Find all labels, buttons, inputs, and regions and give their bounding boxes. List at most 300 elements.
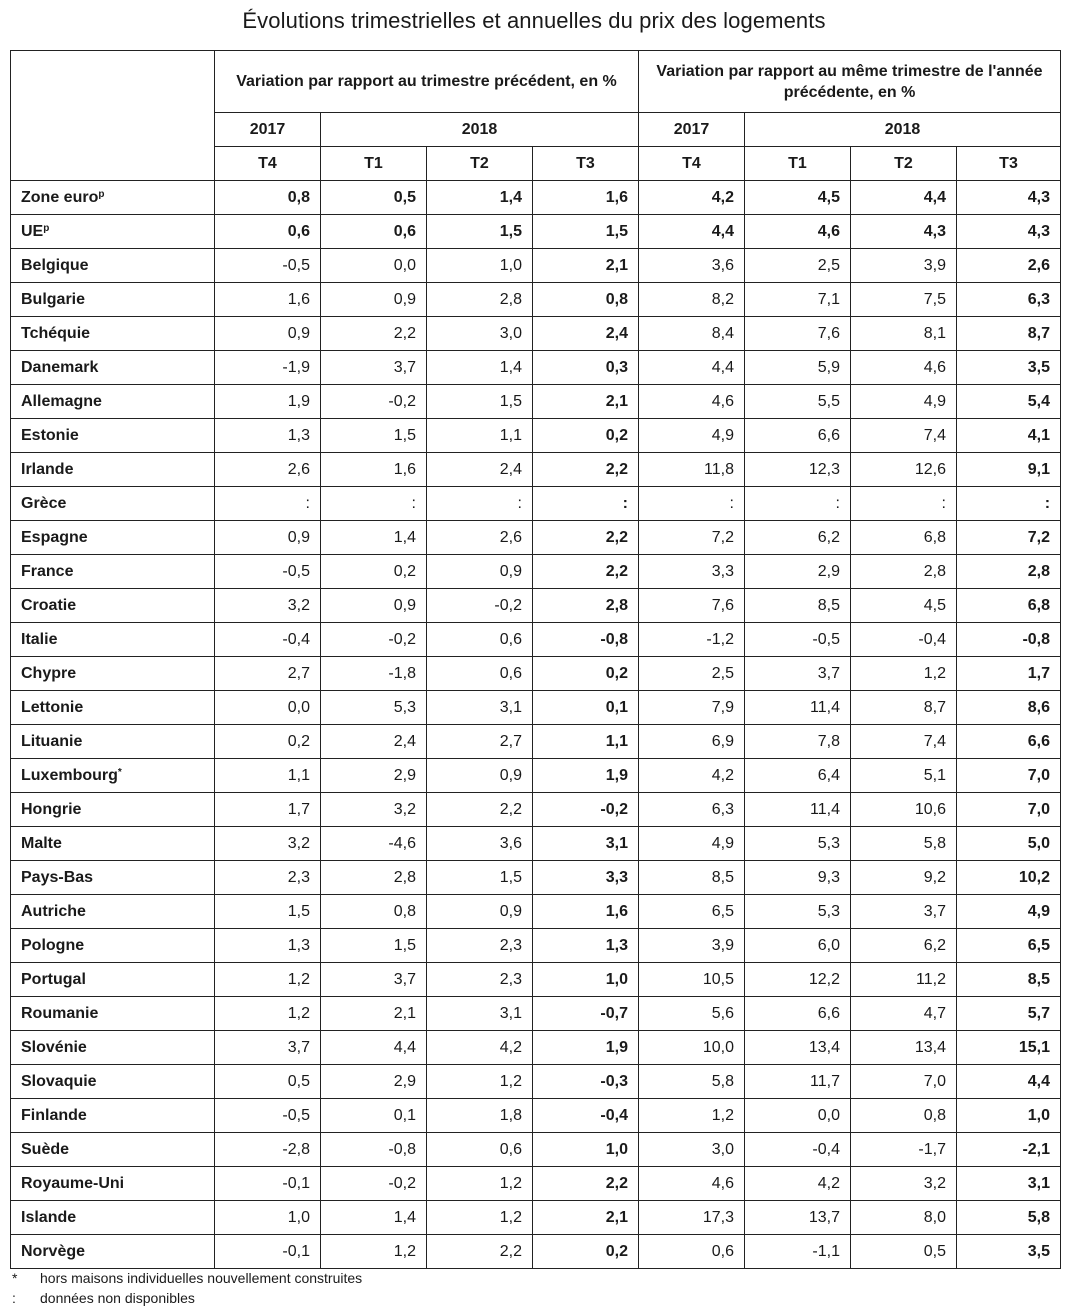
value-cell: 7,2 [639,521,745,555]
value-cell: 3,7 [321,963,427,997]
value-cell: 2,3 [427,963,533,997]
value-cell: 2,9 [321,759,427,793]
value-cell: -0,2 [427,589,533,623]
value-cell: 2,9 [321,1065,427,1099]
value-cell: 12,6 [851,453,957,487]
value-cell: 3,7 [215,1031,321,1065]
country-cell [11,351,215,385]
table-row [11,1167,1061,1201]
table-row [11,1065,1061,1099]
country-cell [11,283,215,317]
value-cell: 15,1 [957,1031,1061,1065]
value-cell: 2,8 [533,589,639,623]
header-quarter: T2 [851,147,957,181]
value-cell: : [427,487,533,521]
footnote-text: données non disponibles [40,1290,195,1306]
country-name: Roumanie [21,1004,99,1022]
table-row [11,181,1061,215]
country-cell [11,759,215,793]
value-cell: 1,5 [427,861,533,895]
country-cell [11,1201,215,1235]
country-name: Portugal [21,970,86,988]
value-cell: 1,5 [321,929,427,963]
value-cell: 0,1 [321,1099,427,1133]
value-cell: 11,4 [745,793,851,827]
value-cell: 1,7 [957,657,1061,691]
value-cell: 0,9 [215,521,321,555]
value-cell: -0,4 [215,623,321,657]
value-cell: 8,4 [639,317,745,351]
value-cell: 5,8 [851,827,957,861]
country-name: Slovaquie [21,1072,97,1090]
table-row [11,963,1061,997]
header-quarterly-variation: Variation par rapport au trimestre précédent, en % [215,51,639,113]
value-cell: 4,5 [745,181,851,215]
value-cell: -0,4 [533,1099,639,1133]
table-row [11,827,1061,861]
value-cell: 3,3 [533,861,639,895]
value-cell: -0,4 [745,1133,851,1167]
value-cell: -1,7 [851,1133,957,1167]
country-footnote-marker: * [117,766,122,778]
value-cell: 13,4 [851,1031,957,1065]
country-name: Chypre [21,664,77,682]
country-cell [11,521,215,555]
country-footnote-marker: p [43,222,50,234]
country-cell [11,997,215,1031]
country-cell [11,657,215,691]
value-cell: 6,3 [957,283,1061,317]
value-cell: 8,5 [957,963,1061,997]
value-cell: 1,2 [427,1201,533,1235]
table-row [11,793,1061,827]
value-cell: 4,4 [639,215,745,249]
value-cell: 4,7 [851,997,957,1031]
value-cell: 6,5 [957,929,1061,963]
country-name: Pologne [21,936,85,954]
country-cell [11,1099,215,1133]
value-cell: 7,6 [639,589,745,623]
value-cell: 1,1 [215,759,321,793]
value-cell: 6,2 [851,929,957,963]
country-name: Allemagne [21,392,102,410]
value-cell: -0,5 [215,1099,321,1133]
value-cell: 3,1 [957,1167,1061,1201]
value-cell: -0,1 [215,1167,321,1201]
value-cell: 7,4 [851,725,957,759]
value-cell: 8,6 [957,691,1061,725]
table-row [11,929,1061,963]
country-cell [11,453,215,487]
value-cell: 4,4 [639,351,745,385]
header-quarter: T3 [957,147,1061,181]
value-cell: 0,8 [851,1099,957,1133]
header-quarter: T4 [215,147,321,181]
value-cell: 0,5 [321,181,427,215]
value-cell: 2,3 [427,929,533,963]
country-cell [11,929,215,963]
value-cell: 11,4 [745,691,851,725]
value-cell: 1,4 [427,181,533,215]
table-row [11,1099,1061,1133]
value-cell: : [639,487,745,521]
value-cell: 2,1 [321,997,427,1031]
value-cell: 0,2 [321,555,427,589]
value-cell: : [851,487,957,521]
value-cell: 0,5 [215,1065,321,1099]
value-cell: -0,4 [851,623,957,657]
value-cell: 1,4 [321,1201,427,1235]
footnote-text: hors maisons individuelles nouvellement construites [40,1270,363,1286]
header-year: 2017 [215,113,321,147]
value-cell: 7,0 [957,793,1061,827]
value-cell: 8,5 [639,861,745,895]
value-cell: 6,6 [745,997,851,1031]
value-cell: 7,6 [745,317,851,351]
country-cell [11,963,215,997]
country-cell [11,691,215,725]
table-row [11,453,1061,487]
country-name: Lettonie [21,698,84,716]
value-cell: 3,2 [321,793,427,827]
table-row [11,725,1061,759]
table-row [11,691,1061,725]
value-cell: 7,0 [957,759,1061,793]
value-cell: 7,9 [639,691,745,725]
value-cell: 1,2 [851,657,957,691]
value-cell: 0,2 [533,1235,639,1269]
value-cell: 4,4 [851,181,957,215]
country-cell [11,861,215,895]
value-cell: -0,2 [321,385,427,419]
value-cell: 8,1 [851,317,957,351]
value-cell: -0,5 [215,249,321,283]
country-name: Danemark [21,358,99,376]
value-cell: 1,5 [533,215,639,249]
country-cell [11,419,215,453]
country-name: Tchéquie [21,324,91,342]
value-cell: 8,0 [851,1201,957,1235]
value-cell: 5,5 [745,385,851,419]
value-cell: 2,6 [215,453,321,487]
value-cell: 4,2 [639,181,745,215]
table-row [11,215,1061,249]
country-cell [11,317,215,351]
value-cell: 3,2 [215,589,321,623]
value-cell: 2,2 [427,1235,533,1269]
value-cell: 7,2 [957,521,1061,555]
value-cell: 6,8 [851,521,957,555]
country-name: Royaume-Uni [21,1174,125,1192]
value-cell: 11,7 [745,1065,851,1099]
value-cell: -0,7 [533,997,639,1031]
value-cell: 6,0 [745,929,851,963]
table-row [11,385,1061,419]
house-price-table [10,50,1061,1269]
value-cell: 1,5 [427,215,533,249]
country-cell [11,215,215,249]
value-cell: 0,0 [745,1099,851,1133]
value-cell: 2,3 [215,861,321,895]
value-cell: 0,0 [321,249,427,283]
country-name: Slovénie [21,1038,87,1056]
value-cell: -0,1 [215,1235,321,1269]
value-cell: 0,8 [533,283,639,317]
value-cell: 2,8 [957,555,1061,589]
value-cell: 5,9 [745,351,851,385]
table-row [11,317,1061,351]
value-cell: 10,2 [957,861,1061,895]
country-name: Hongrie [21,800,82,818]
value-cell: -1,9 [215,351,321,385]
table-row [11,895,1061,929]
value-cell: 4,6 [745,215,851,249]
value-cell: 0,9 [427,555,533,589]
value-cell: 12,3 [745,453,851,487]
value-cell: 1,5 [321,419,427,453]
value-cell: 3,7 [851,895,957,929]
header-quarter: T4 [639,147,745,181]
country-cell [11,181,215,215]
value-cell: 4,2 [639,759,745,793]
value-cell: 4,6 [639,385,745,419]
value-cell: 3,1 [427,691,533,725]
value-cell: 0,3 [533,351,639,385]
value-cell: -0,3 [533,1065,639,1099]
value-cell: 1,2 [215,963,321,997]
value-cell: : [215,487,321,521]
value-cell: 4,9 [639,419,745,453]
country-name: Lituanie [21,732,83,750]
value-cell: 0,6 [427,623,533,657]
value-cell: -0,5 [745,623,851,657]
country-cell [11,1167,215,1201]
value-cell: 0,2 [533,419,639,453]
value-cell: -0,8 [533,623,639,657]
header-annual-variation: Variation par rapport au même trimestre de l'année précédente, en % [639,51,1061,113]
value-cell: 17,3 [639,1201,745,1235]
country-name: Suède [21,1140,70,1158]
country-cell [11,725,215,759]
table-row [11,283,1061,317]
country-cell [11,827,215,861]
country-cell [11,623,215,657]
header-quarter: T1 [321,147,427,181]
value-cell: 2,4 [321,725,427,759]
value-cell: 4,6 [851,351,957,385]
country-name: Zone euro [21,188,99,206]
value-cell: 4,1 [957,419,1061,453]
value-cell: 1,4 [427,351,533,385]
country-cell [11,1031,215,1065]
value-cell: 4,2 [427,1031,533,1065]
country-footnote-marker: p [98,188,105,200]
value-cell: 2,6 [957,249,1061,283]
value-cell: 1,2 [427,1065,533,1099]
header-year: 2018 [321,113,639,147]
value-cell: 4,3 [957,215,1061,249]
value-cell: 1,6 [533,895,639,929]
value-cell: -1,8 [321,657,427,691]
value-cell: 9,2 [851,861,957,895]
value-cell: -4,6 [321,827,427,861]
country-name: Belgique [21,256,89,274]
table-row [11,657,1061,691]
header-year: 2017 [639,113,745,147]
value-cell: 4,9 [957,895,1061,929]
value-cell: 13,4 [745,1031,851,1065]
value-cell: 2,6 [427,521,533,555]
value-cell: 0,1 [533,691,639,725]
value-cell: : [321,487,427,521]
value-cell: 5,8 [957,1201,1061,1235]
value-cell: -0,8 [321,1133,427,1167]
value-cell: 1,6 [533,181,639,215]
value-cell: 3,5 [957,351,1061,385]
value-cell: 9,3 [745,861,851,895]
country-cell [11,1133,215,1167]
value-cell: 1,2 [427,1167,533,1201]
value-cell: 1,1 [533,725,639,759]
country-name: Norvège [21,1242,86,1260]
value-cell: : [957,487,1061,521]
value-cell: -0,2 [533,793,639,827]
value-cell: 3,0 [639,1133,745,1167]
value-cell: 2,2 [533,1167,639,1201]
value-cell: 5,3 [745,827,851,861]
value-cell: 1,1 [427,419,533,453]
country-name: Irlande [21,460,74,478]
value-cell: 2,1 [533,1201,639,1235]
table-row [11,487,1061,521]
value-cell: 5,4 [957,385,1061,419]
value-cell: 5,0 [957,827,1061,861]
value-cell: 8,2 [639,283,745,317]
country-cell [11,555,215,589]
value-cell: 5,1 [851,759,957,793]
value-cell: 4,2 [745,1167,851,1201]
value-cell: 9,1 [957,453,1061,487]
footnote-symbol: * [12,1270,18,1286]
value-cell: 0,8 [215,181,321,215]
value-cell: 5,3 [745,895,851,929]
value-cell: -2,1 [957,1133,1061,1167]
footnote-symbol: : [12,1290,16,1306]
value-cell: 1,3 [215,419,321,453]
value-cell: 11,8 [639,453,745,487]
value-cell: 6,8 [957,589,1061,623]
value-cell: 5,6 [639,997,745,1031]
footnote [12,1268,362,1288]
value-cell: -0,5 [215,555,321,589]
value-cell: 4,9 [639,827,745,861]
value-cell: 0,9 [321,589,427,623]
value-cell: 3,5 [957,1235,1061,1269]
country-name: Grèce [21,494,67,512]
country-name: UE [21,222,44,240]
value-cell: 1,0 [427,249,533,283]
country-cell [11,385,215,419]
table-row [11,351,1061,385]
table-row [11,555,1061,589]
value-cell: -0,2 [321,623,427,657]
value-cell: 6,9 [639,725,745,759]
table-header [11,51,1061,181]
value-cell: 4,6 [639,1167,745,1201]
value-cell: 6,2 [745,521,851,555]
table-row [11,1133,1061,1167]
value-cell: : [533,487,639,521]
value-cell: 3,1 [533,827,639,861]
page-title: Évolutions trimestrielles et annuelles du prix des logements [242,8,826,33]
country-name: Italie [21,630,58,648]
country-cell [11,895,215,929]
value-cell: 3,3 [639,555,745,589]
value-cell: 1,0 [215,1201,321,1235]
value-cell: 3,7 [321,351,427,385]
table-row [11,589,1061,623]
value-cell: 0,8 [321,895,427,929]
value-cell: 3,6 [427,827,533,861]
value-cell: 2,7 [215,657,321,691]
value-cell: 0,6 [215,215,321,249]
value-cell: 3,2 [851,1167,957,1201]
value-cell: 0,6 [427,657,533,691]
value-cell: 3,1 [427,997,533,1031]
country-name: Autriche [21,902,86,920]
country-name: Bulgarie [21,290,86,308]
value-cell: -0,8 [957,623,1061,657]
value-cell: 3,0 [427,317,533,351]
value-cell: -1,1 [745,1235,851,1269]
value-cell: 0,9 [427,759,533,793]
table-row [11,1031,1061,1065]
value-cell: 1,7 [215,793,321,827]
value-cell: 0,2 [533,657,639,691]
table-row [11,861,1061,895]
country-name: Malte [21,834,62,852]
value-cell: -2,8 [215,1133,321,1167]
value-cell: 10,5 [639,963,745,997]
value-cell: 7,0 [851,1065,957,1099]
value-cell: 1,9 [533,759,639,793]
header-corner [11,51,215,181]
value-cell: 3,6 [639,249,745,283]
value-cell: 4,3 [957,181,1061,215]
country-cell [11,1065,215,1099]
value-cell: 5,3 [321,691,427,725]
value-cell: 1,2 [321,1235,427,1269]
value-cell: 4,3 [851,215,957,249]
country-cell [11,249,215,283]
value-cell: 2,2 [427,793,533,827]
value-cell: 3,9 [639,929,745,963]
value-cell: 2,1 [533,385,639,419]
value-cell: 2,8 [851,555,957,589]
value-cell: 5,8 [639,1065,745,1099]
value-cell: -1,2 [639,623,745,657]
value-cell: 2,9 [745,555,851,589]
value-cell: 0,9 [215,317,321,351]
value-cell: 2,2 [321,317,427,351]
header-quarter: T2 [427,147,533,181]
value-cell: 13,7 [745,1201,851,1235]
value-cell: 1,9 [533,1031,639,1065]
value-cell: 1,0 [533,1133,639,1167]
value-cell: 11,2 [851,963,957,997]
value-cell: 2,8 [321,861,427,895]
value-cell: 12,2 [745,963,851,997]
